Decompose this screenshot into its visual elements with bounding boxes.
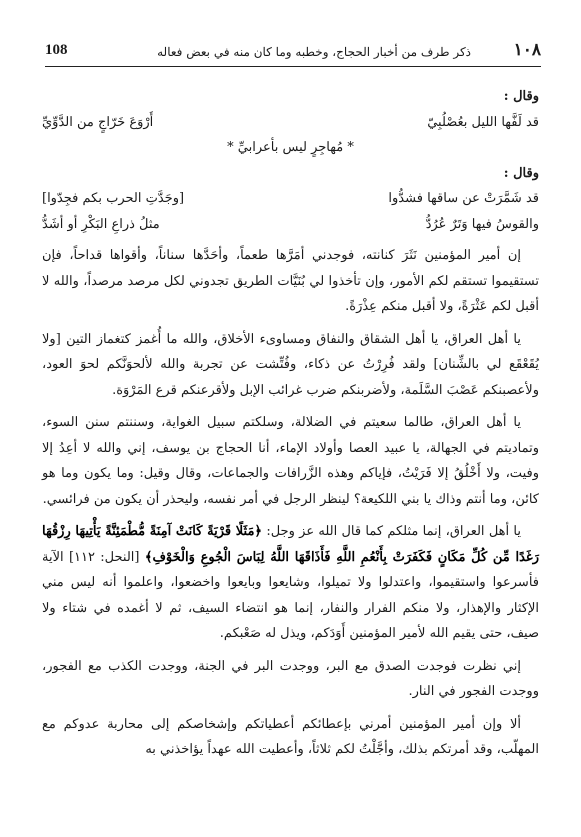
verse-hemistich: مثلُ ذراعِ البَكْرِ أو أشَدُّ xyxy=(42,216,160,232)
running-title: ذكر طرف من أخبار الحجاج، وخطبه وما كان منه في بعض فعاله xyxy=(157,45,471,59)
poem-verse xyxy=(42,186,539,212)
poem-verse xyxy=(42,135,539,161)
verse-hemistich: [وجَدَّتِ الحرب بكم فجِدّوا] xyxy=(42,191,185,206)
verse-hemistich: أَرْوَعَ خَرّاجٍ من الدَّوِّيِّ xyxy=(42,114,154,130)
poem-verse xyxy=(42,212,539,238)
page-header xyxy=(45,38,541,67)
verse-intro: وقال : xyxy=(503,89,539,104)
poem-verse xyxy=(42,110,539,136)
body-paragraph: يا أهل العراق، يا أهل الشقاق والنفاق ومساوىء الأخلاق، والله ما أُغمز كتغماز التين [ولا يُقَعْقَع لي بالشِّنان] ولقد فُرِرْتُ عن ذكاء، وفُتِّشت عن تجربة والله لألحوَنَّكم لحوَ العود، ولأعصبنكم عَصْبَ السَّلَمة، ولأضربنكم ضرب غرائب الإبل ولأقرعنكم قرع المَرْوَة. xyxy=(42,331,539,398)
verse-hemistich: قد شَمَّرَتْ عن ساقها فشدُّوا xyxy=(388,191,539,206)
paragraph-text: يا أهل العراق، إنما مثلكم كما قال الله عز وجل: xyxy=(266,524,521,539)
verse-hemistich: والقوسُ فيها وَتَرٌ عُرُدُّ xyxy=(425,216,539,232)
page-number-arabic: ١٠٨ xyxy=(513,40,541,60)
verse-intro: وقال : xyxy=(503,165,539,181)
verse-hemistich: * مُهاجِرٍ ليس بأعرابيِّ * xyxy=(227,140,354,155)
body-paragraph: إن أمير المؤمنين نَثَرَ كنانته، فوجدني أمَرَّها طعماً، وأحَدَّها سناناً، وأقواها قداحاً، فإن تستقيموا تستقم لكم الأمور، وإن تأخذوا لي بُنَيَّات الطريق تجدوني لكل مرصد مرصداً، والله لا أقبل لكم عَثْرَةً، ولا أقبل منكم عِذْرَةً. xyxy=(42,248,539,314)
page-number-latin: 108 xyxy=(45,42,68,58)
quran-quote: ﴿مَثَلًا قَرْيَةً كَانَتْ آمِنَةً مُّطْمَئِنَّةً يَأْتِيهَا رِزْقُهَا رَغَدًا مِّن كُلِّ مَكَانٍ فَكَفَرَتْ بِأَنْعُمِ اللَّهِ فَأَذَاقَهَا اللَّهُ لِبَاسَ الْجُوعِ وَالْخَوْفِ﴾ xyxy=(42,524,539,565)
verse-hemistich: قد لَفَّها الليل بعُصْلُبِيّ xyxy=(427,114,539,130)
page-body xyxy=(42,84,539,770)
body-paragraph: يا أهل العراق، طالما سعيتم في الضلالة، وسلكتم سبيل الغواية، وسننتم سنن السوء، وتماديتم في الجهالة، يا عبيد العصا وأولاد الإماء، أنا الحجاج بن يوسف، إني والله لا أعِدُ إلا وفيت، ولا أَخْلُقُ إلا فَرَيْتُ، فإياكم وهذه الزَّرافات والجماعات، وقال وقيل: وما يكون وما هو كائن، وما أنتم وذاك يا بني اللكيعة؟ لينظر الرجل في أمر نفسه، وليحذر أن يكون من فرائسي. xyxy=(42,415,539,507)
body-paragraph: إني نظرت فوجدت الصدق مع البر، ووجدت البر في الجنة، ووجدت الكذب مع الفجور، ووجدت الفجور في النار. xyxy=(42,658,539,699)
body-paragraph: ألا وإن أمير المؤمنين أمرني بإعطائكم أعطياتكم وإشخاصكم إلى محاربة عدوكم مع المهلّب، وقد أمرتكم بذلك، وأجَّلْتُ لكم ثلاثاً، وأعطيت الله عهداً يؤاخذني به xyxy=(42,716,539,757)
body-paragraph xyxy=(42,519,539,647)
paragraph-text: [النحل: ١١٢] الآية فأسرعوا واستقيموا، واعتدلوا ولا تميلوا، وشايعوا وبايعوا واخضعوا، واعلموا أنه ليس مني الإكثار والإهذار، ولا منكم الفرار والنفار، إنما هو انتضاء السيف، ثم لا أغمده في شتاء ولا صيف، حتى يقيم الله لأمير المؤمنين أَوَدَكم، ويذل له صَعْبكم. xyxy=(42,549,539,641)
